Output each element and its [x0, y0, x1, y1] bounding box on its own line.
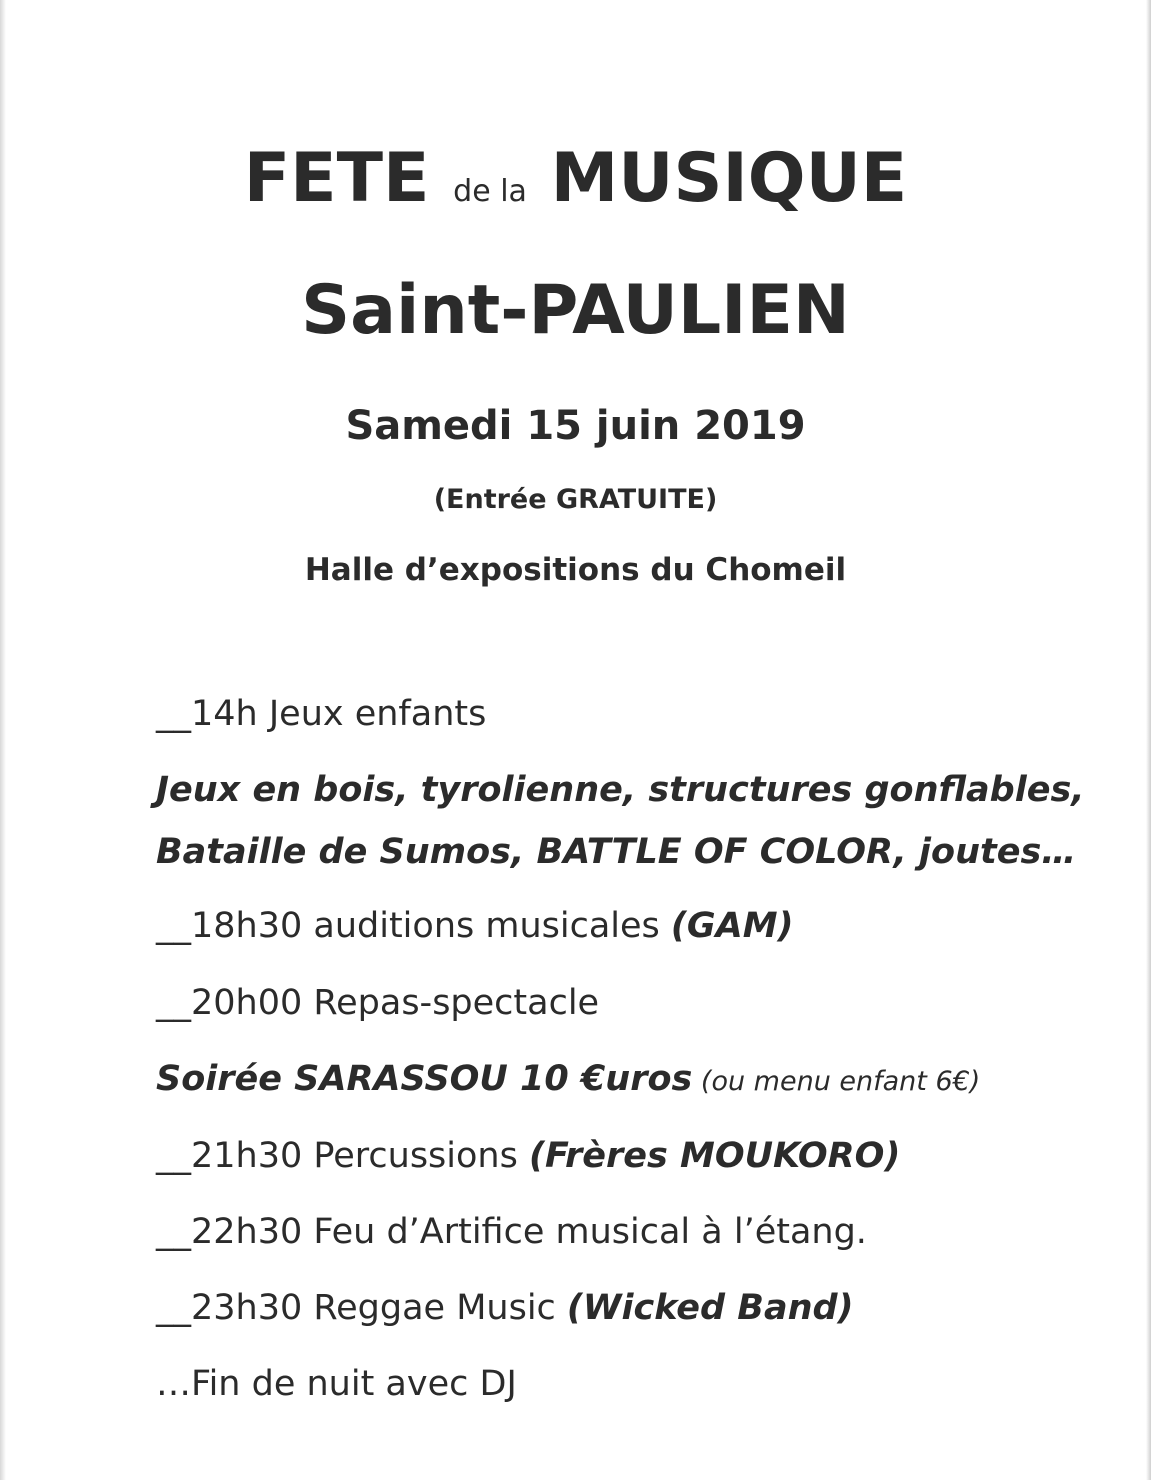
program-item-text: __23h30 Reggae Music: [156, 1288, 567, 1328]
program-item-dinner-show: [156, 977, 599, 1029]
games-details-line-2: Bataille de Sumos, BATTLE OF COLOR, joutes…: [156, 832, 1077, 872]
program-item-text: __20h00 Repas-spectacle: [156, 983, 600, 1023]
program-item-kids-games: [156, 688, 486, 740]
child-menu-note: (ou menu enfant 6€): [692, 1066, 981, 1097]
title-musique: MUSIQUE: [550, 139, 908, 218]
program-item-performer: (GAM): [670, 906, 794, 946]
dinner-price: Soirée SARASSOU 10 €uros: [156, 1059, 693, 1099]
games-details-line-1: Jeux en bois, tyrolienne, structures gonflables,: [156, 770, 1085, 810]
venue: Halle d’expositions du Chomeil: [304, 552, 847, 588]
program-item-reggae: [156, 1282, 854, 1334]
program-item-text: __21h30 Percussions: [156, 1136, 529, 1176]
entry-note: (Entrée GRATUITE): [433, 484, 718, 515]
city-title: Saint-PAULIEN: [301, 271, 850, 350]
program-closing-dj: …Fin de nuit avec DJ: [156, 1364, 517, 1404]
program-item-fireworks: [156, 1206, 867, 1258]
program-item-performer: (Wicked Band): [566, 1288, 854, 1328]
poster-title: [0, 134, 1151, 224]
title-fete: FETE: [243, 139, 430, 218]
program-item-auditions: [156, 900, 794, 952]
program-item-performer: (Frères MOUKORO): [528, 1136, 901, 1176]
program-item-text: __18h30 auditions musicales: [156, 906, 671, 946]
event-date: Samedi 15 juin 2019: [345, 403, 806, 449]
program-item-percussions: [156, 1130, 900, 1182]
title-de-la: de la: [453, 174, 527, 209]
program-item-text: __14h Jeux enfants: [156, 694, 487, 734]
program-item-text: __22h30 Feu d’Artifice musical à l’étang.: [156, 1212, 867, 1252]
dinner-price-line: [156, 1053, 980, 1105]
